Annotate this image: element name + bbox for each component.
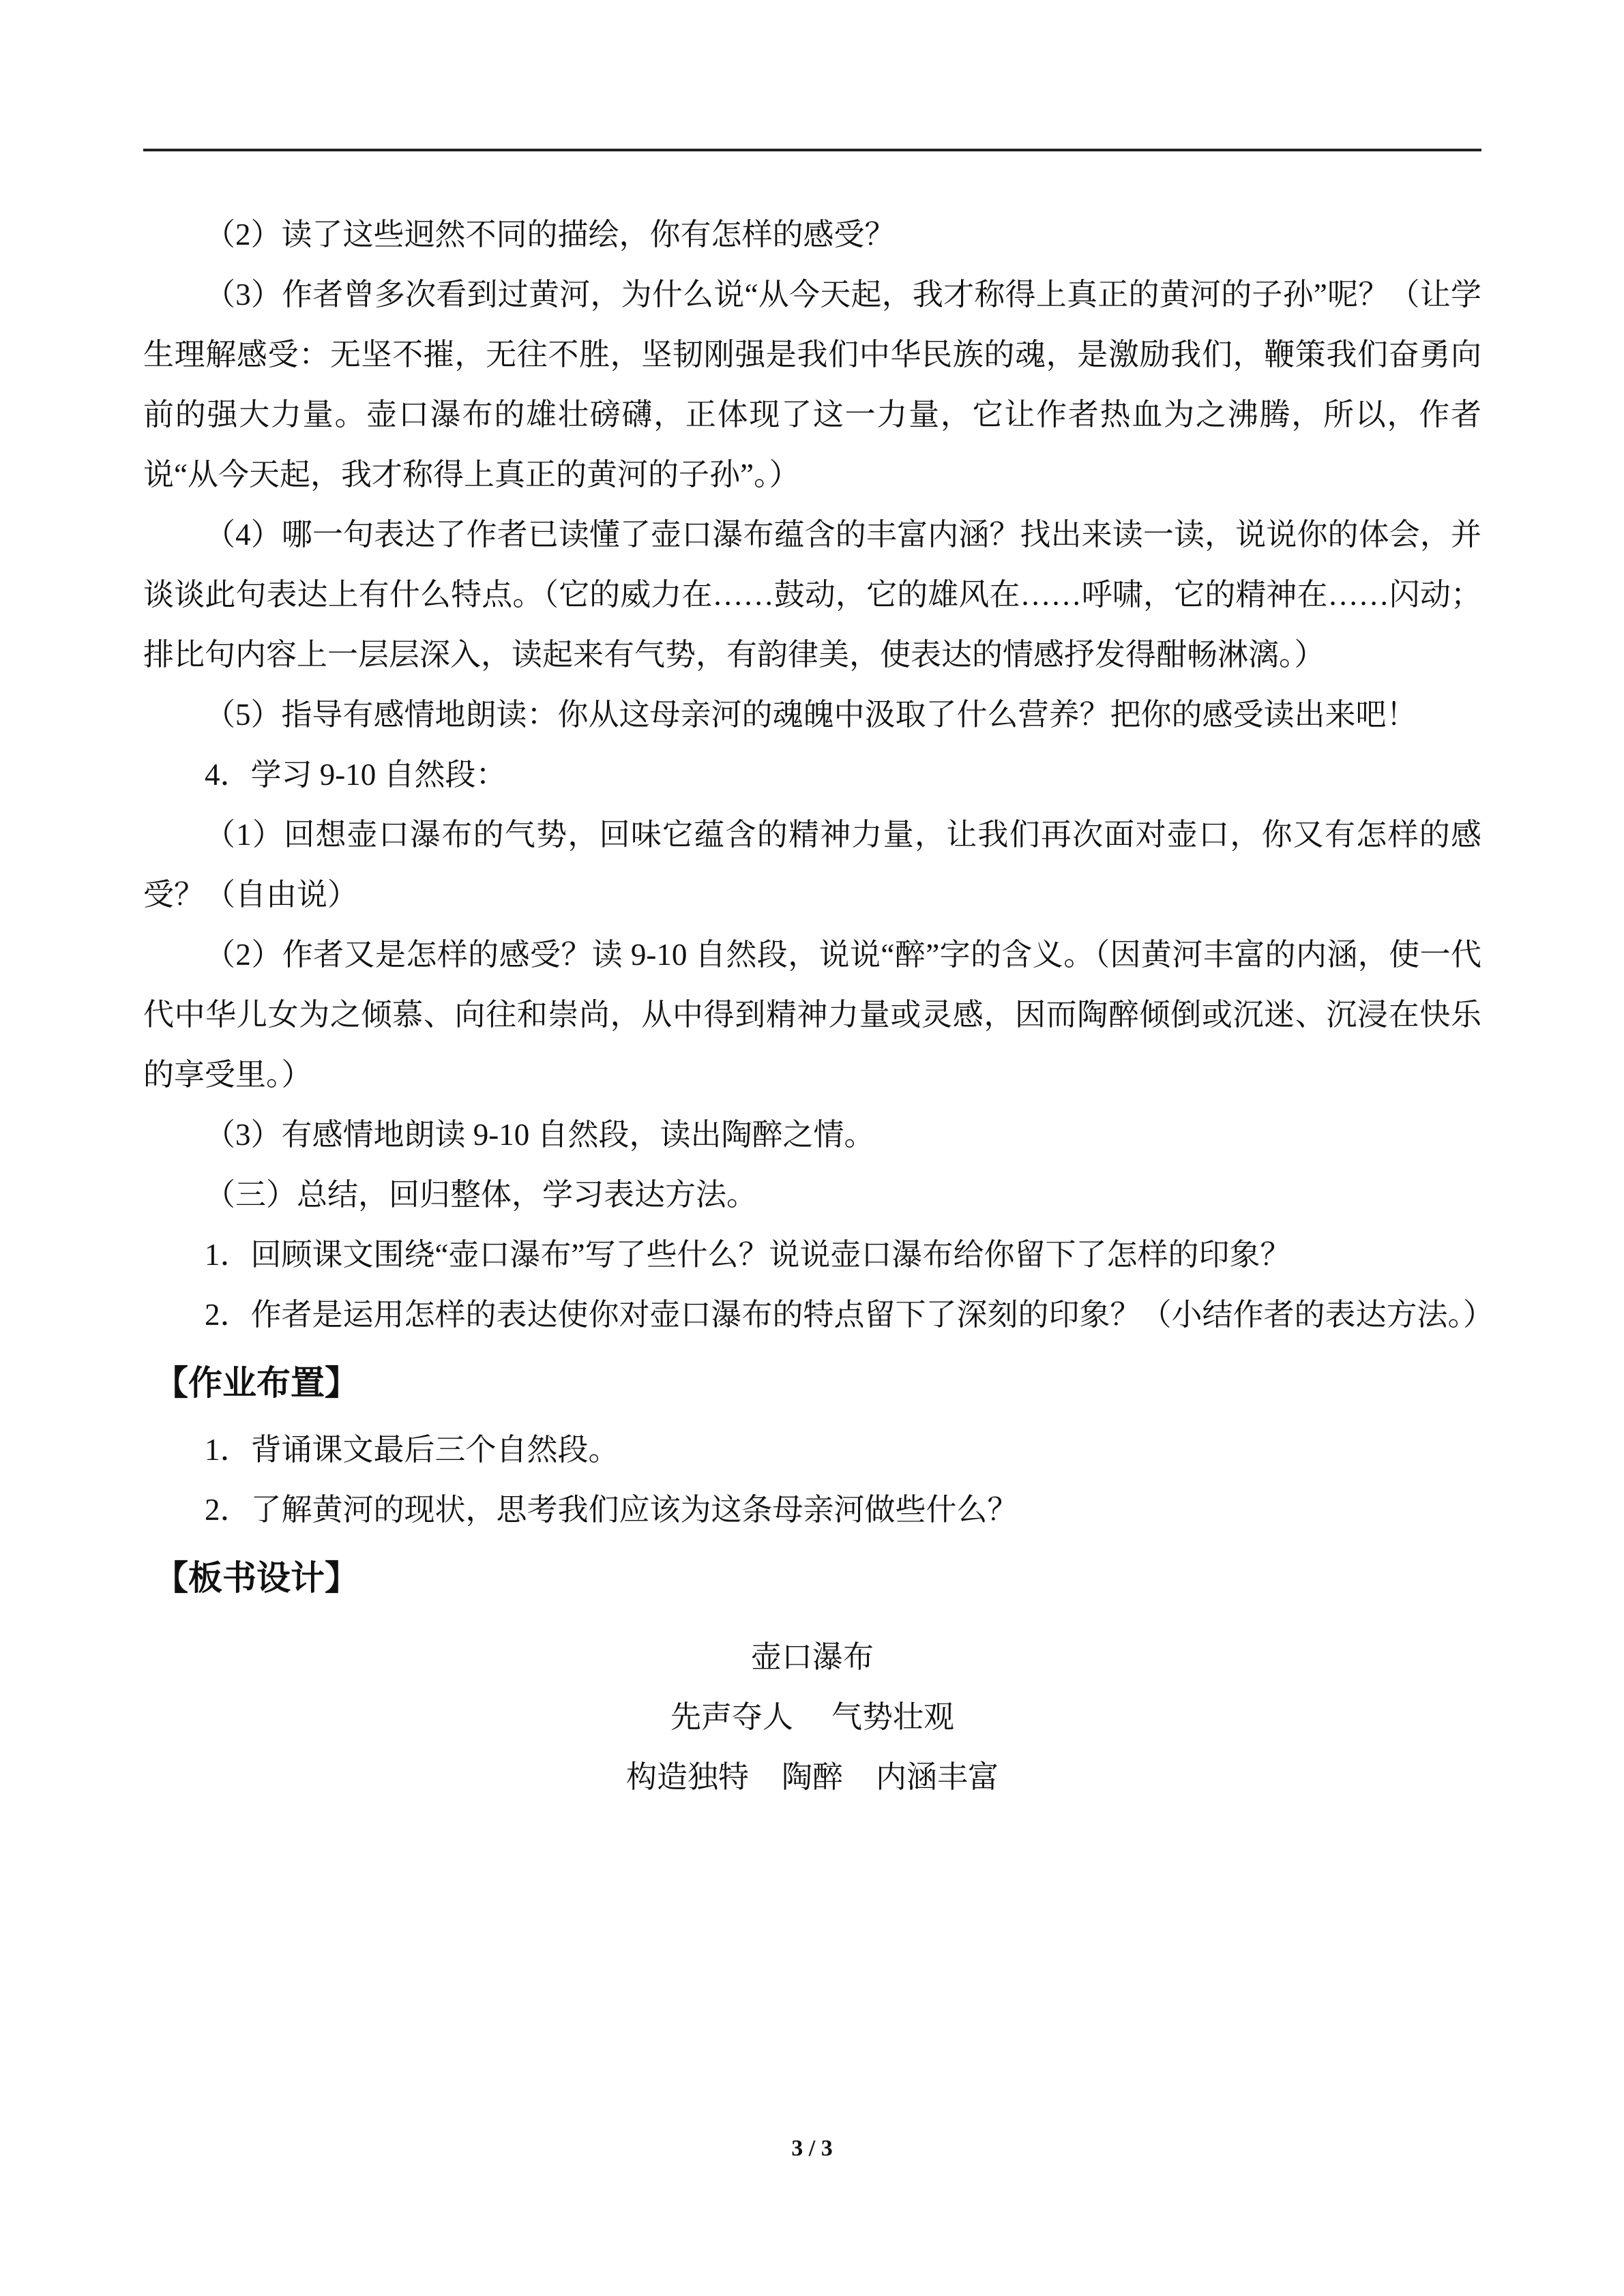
body-paragraph: （三）总结，回归整体，学习表达方法。: [205, 1178, 758, 1212]
board-title: 壶口瀑布: [750, 1640, 874, 1674]
board-phrase: 气势壮观: [831, 1700, 955, 1734]
board-phrase: 先声夺人: [670, 1700, 793, 1734]
body-paragraph: （3）有感情地朗读 9-10 自然段，读出陶醉之情。: [205, 1118, 875, 1152]
body-paragraph: 2．作者是运用怎样的表达使你对壶口瀑布的特点留下了深刻的印象？（小结作者的表达方法。）: [205, 1298, 1494, 1332]
body-paragraph: 1．回顾课文围绕“壶口瀑布”写了些什么？说说壶口瀑布给你留下了怎样的印象？: [205, 1238, 1291, 1272]
homework-item: 1．背诵课文最后三个自然段。: [205, 1433, 619, 1467]
board-line-2: [143, 1747, 1481, 1807]
body-paragraph: （2）作者又是怎样的感受？读 9-10 自然段，说说“醉”字的含义。（因黄河丰富的内涵，使一代代中华儿女为之倾慕、向往和崇尚，从中得到精神力量或灵感，因而陶醉倾倒或沉迷、沉浸在快乐的享受里。）: [143, 938, 1481, 1092]
board-phrase: 陶醉: [781, 1760, 843, 1794]
body-paragraph: （1）回想壶口瀑布的气势，回味它蕴含的精神力量，让我们再次面对壶口，你又有怎样的感受？（自由说）: [143, 818, 1481, 912]
body-paragraph: （2）读了这些迥然不同的描绘，你有怎样的感受？: [205, 218, 896, 252]
board-design-section: [143, 1544, 1481, 1807]
body-paragraph: （3）作者曾多次看到过黄河，为什么说“从今天起，我才称得上真正的黄河的子孙”呢？（让学生理解感受：无坚不摧，无往不胜，坚韧刚强是我们中华民族的魂，是激励我们，鞭策我们奋勇向前的强大力量。壶口瀑布的雄壮磅礴，正体现了这一力量，它让作者热血为之沸腾，所以，作者说“从今天起，我才称得上真正的黄河的子孙”。）: [143, 278, 1481, 492]
body-paragraph: （5）指导有感情地朗读：你从这母亲河的魂魄中汲取了什么营养？把你的感受读出来吧！: [205, 698, 1417, 732]
board-line-1: [143, 1687, 1481, 1747]
header-rule: [143, 149, 1481, 151]
page-content: [143, 205, 1494, 1807]
board-design-content: [143, 1627, 1481, 1807]
page-number: 3 / 3: [791, 2136, 833, 2161]
board-design-heading: 【板书设计】: [154, 1558, 359, 1598]
homework-section: [143, 1349, 1481, 1540]
homework-heading: 【作业布置】: [154, 1363, 359, 1403]
body-paragraph: （4）哪一句表达了作者已读懂了壶口瀑布蕴含的丰富内涵？找出来读一读，说说你的体会，并谈谈此句表达上有什么特点。（它的威力在……鼓动，它的雄风在……呼啸，它的精神在……闪动；排比句内容上一层层深入，读起来有气势，有韵律美，使表达的情感抒发得酣畅淋漓。）: [143, 518, 1481, 672]
board-phrase: 构造独特: [625, 1760, 749, 1794]
body-paragraph: 4．学习 9-10 自然段：: [205, 758, 507, 792]
homework-item: 2．了解黄河的现状，思考我们应该为这条母亲河做些什么？: [205, 1493, 1018, 1527]
board-phrase: 内涵丰富: [876, 1760, 999, 1794]
